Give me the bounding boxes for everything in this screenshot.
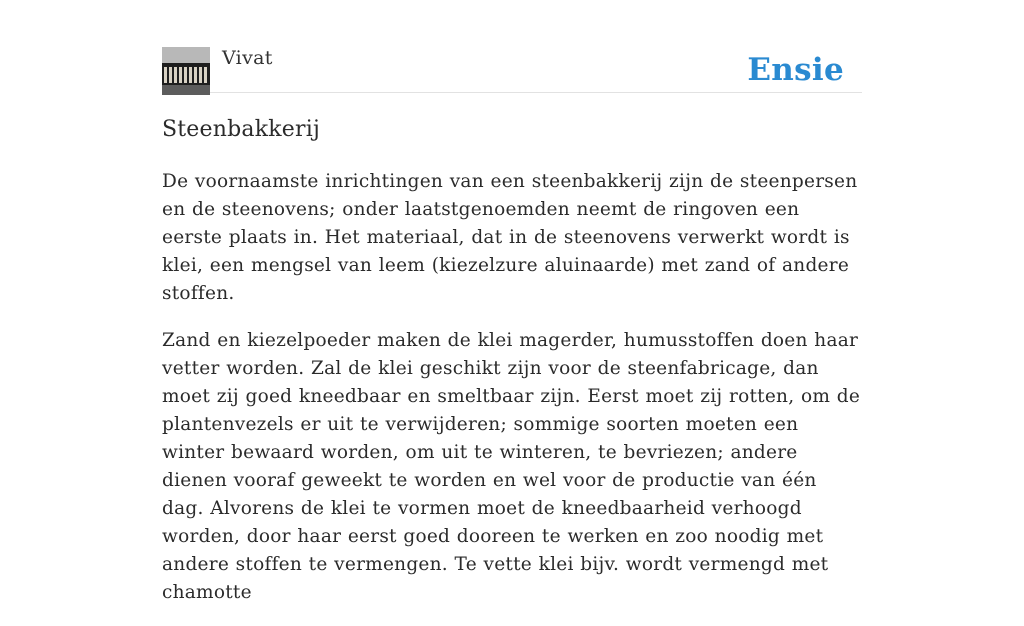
typewriter-avatar-icon xyxy=(162,47,210,95)
article-paragraph: De voornaamste inrichtingen van een steenbakkerij zijn de steenpersen en de steenovens; onder laatstgenoemden neemt de ringoven een eerste plaats in. Het materiaal, dat in de steenovens verwerkt wordt is klei, een mengsel van leem (kiezelzure aluinaarde) met zand of andere stoffen. xyxy=(162,171,858,304)
article-paragraph: Zand en kiezelpoeder maken de klei magerder, humusstoffen doen haar vetter worden. Zal de klei geschikt zijn voor de steenfabricage, dan moet zij goed kneedbaar en smeltbaar zijn. Eerst moet zij rotten, om de plantenvezels er uit te verwijderen; sommige soorten moeten een winter bewaard worden, om uit te winteren, te bevriezen; andere dienen vooraf geweekt te worden en wel voor de productie van één dag. Alvorens de klei te vormen moet de kneedbaarheid verhoogd worden, door haar eerst goed dooreen te werken en zoo noodig met andere stoffen te vermengen. Te vette klei bijv. wordt vermengd met chamotte xyxy=(162,330,861,603)
brand-logo[interactable]: Ensie xyxy=(747,52,844,88)
author-avatar[interactable] xyxy=(162,47,210,95)
article-body xyxy=(162,168,862,626)
site-header xyxy=(162,46,862,93)
author-name[interactable]: Vivat xyxy=(222,47,273,69)
article-title: Steenbakkerij xyxy=(162,117,320,142)
